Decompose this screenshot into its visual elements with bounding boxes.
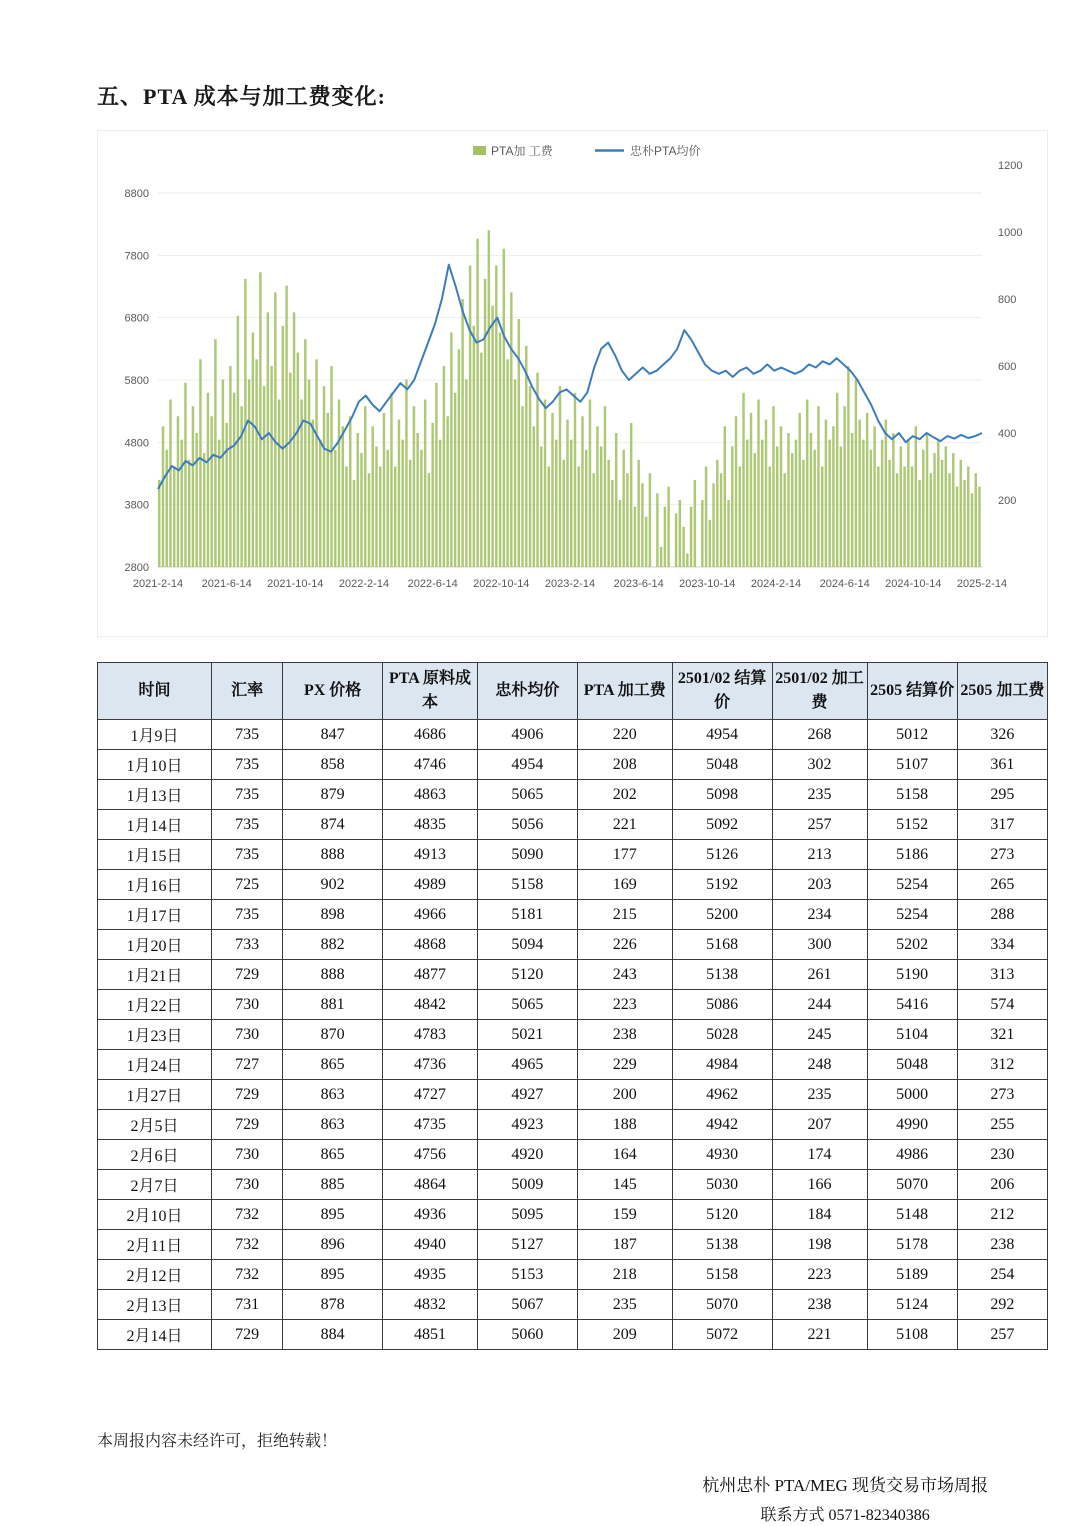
table-cell-date: 1月16日 (98, 870, 212, 900)
table-cell: 879 (283, 780, 383, 810)
table-cell: 735 (212, 900, 283, 930)
svg-text:1000: 1000 (998, 227, 1023, 239)
table-cell: 725 (212, 870, 283, 900)
table-row (98, 1200, 1048, 1230)
table-cell: 902 (283, 870, 383, 900)
svg-text:2800: 2800 (124, 562, 149, 574)
svg-text:2022-2-14: 2022-2-14 (338, 578, 390, 590)
table-cell: 326 (957, 720, 1047, 750)
table-cell: 5158 (672, 1260, 772, 1290)
table-cell: 4842 (383, 990, 478, 1020)
table-cell: 5060 (478, 1320, 578, 1350)
table-cell: 257 (772, 810, 867, 840)
right-axis-labels (998, 160, 1022, 507)
pta-chart (98, 131, 1047, 636)
table-cell: 254 (957, 1260, 1047, 1290)
table-cell: 238 (957, 1230, 1047, 1260)
table-cell: 255 (957, 1110, 1047, 1140)
table-cell-date: 1月27日 (98, 1080, 212, 1110)
table-cell: 5126 (672, 840, 772, 870)
report-signature (702, 1470, 988, 1526)
table-cell: 5181 (478, 900, 578, 930)
table-cell: 4942 (672, 1110, 772, 1140)
table-cell: 4920 (478, 1140, 578, 1170)
table-cell: 5000 (867, 1080, 957, 1110)
svg-text:6800: 6800 (124, 312, 149, 325)
table-cell-date: 1月23日 (98, 1020, 212, 1050)
table-row (98, 960, 1048, 990)
table-cell: 5416 (867, 990, 957, 1020)
table-cell: 878 (283, 1290, 383, 1320)
chart-legend (473, 143, 700, 158)
svg-text:3800: 3800 (124, 499, 149, 512)
table-cell: 5254 (867, 870, 957, 900)
table-cell: 870 (283, 1020, 383, 1050)
svg-text:4800: 4800 (124, 437, 149, 450)
table-cell: 5108 (867, 1320, 957, 1350)
svg-text:400: 400 (998, 428, 1017, 440)
table-cell: 4966 (383, 900, 478, 930)
table-cell: 5202 (867, 930, 957, 960)
page-title: 五、PTA 成本与加工费变化: (97, 84, 386, 109)
table-cell: 5107 (867, 750, 957, 780)
svg-text:2024-10-14: 2024-10-14 (885, 578, 942, 590)
table-cell: 732 (212, 1200, 283, 1230)
table-cell: 4868 (383, 930, 478, 960)
table-cell: 729 (212, 1320, 283, 1350)
table-cell: 898 (283, 900, 383, 930)
table-cell: 4877 (383, 960, 478, 990)
table-cell: 5065 (478, 780, 578, 810)
table-cell: 4727 (383, 1080, 478, 1110)
table-row (98, 1050, 1048, 1080)
table-cell: 5028 (672, 1020, 772, 1050)
svg-text:2024-6-14: 2024-6-14 (819, 578, 870, 590)
table-cell-date: 2月14日 (98, 1320, 212, 1350)
contact-info: 联系方式 0571-82340386 (760, 1507, 930, 1525)
table-cell: 730 (212, 1170, 283, 1200)
table-cell: 5067 (478, 1290, 578, 1320)
table-cell: 273 (957, 1080, 1047, 1110)
table-cell: 5072 (672, 1320, 772, 1350)
svg-text:1200: 1200 (998, 160, 1023, 172)
table-cell: 4686 (383, 720, 478, 750)
table-cell: 4986 (867, 1140, 957, 1170)
table-cell: 312 (957, 1050, 1047, 1080)
table-cell: 261 (772, 960, 867, 990)
table-cell: 874 (283, 810, 383, 840)
table-cell: 5178 (867, 1230, 957, 1260)
table-cell: 169 (577, 870, 672, 900)
table-cell: 5070 (672, 1290, 772, 1320)
table-cell: 4954 (478, 750, 578, 780)
table-cell: 896 (283, 1230, 383, 1260)
table-cell: 4746 (383, 750, 478, 780)
table-cell: 4851 (383, 1320, 478, 1350)
table-header-row (98, 663, 1048, 720)
report-name: 杭州忠朴 PTA/MEG 现货交易市场周报 (702, 1476, 988, 1495)
table-cell: 4954 (672, 720, 772, 750)
table-cell: 735 (212, 840, 283, 870)
table-cell: 4736 (383, 1050, 478, 1080)
svg-text:2023-2-14: 2023-2-14 (544, 578, 596, 590)
table-row (98, 1110, 1048, 1140)
svg-text:2022-6-14: 2022-6-14 (407, 578, 458, 590)
column-header: PTA 加工费 (577, 663, 672, 720)
table-cell: 865 (283, 1050, 383, 1080)
table-cell: 5030 (672, 1170, 772, 1200)
column-header: 时间 (98, 663, 212, 720)
table-cell: 735 (212, 720, 283, 750)
table-cell: 4923 (478, 1110, 578, 1140)
table-cell-date: 1月17日 (98, 900, 212, 930)
table-cell: 220 (577, 720, 672, 750)
svg-text:2023-6-14: 2023-6-14 (613, 578, 664, 590)
table-row (98, 1290, 1048, 1320)
svg-text:2021-6-14: 2021-6-14 (201, 578, 252, 590)
table-cell: 4936 (383, 1200, 478, 1230)
table-cell: 5158 (478, 870, 578, 900)
table-cell: 5065 (478, 990, 578, 1020)
table-cell: 729 (212, 1110, 283, 1140)
legend-bar-label: PTA加 工费 (491, 144, 553, 158)
svg-text:7800: 7800 (124, 250, 149, 263)
svg-text:2025-2-14: 2025-2-14 (956, 578, 1008, 590)
table-cell: 5148 (867, 1200, 957, 1230)
table-cell: 732 (212, 1260, 283, 1290)
table-cell: 729 (212, 1080, 283, 1110)
table-cell: 729 (212, 960, 283, 990)
table-cell: 735 (212, 750, 283, 780)
table-cell: 215 (577, 900, 672, 930)
table-cell: 5124 (867, 1290, 957, 1320)
table-cell: 221 (577, 810, 672, 840)
table-cell: 145 (577, 1170, 672, 1200)
table-body (98, 720, 1048, 1350)
table-cell-date: 1月24日 (98, 1050, 212, 1080)
table-row (98, 1230, 1048, 1260)
table-cell: 209 (577, 1320, 672, 1350)
table-cell: 5098 (672, 780, 772, 810)
table-cell: 174 (772, 1140, 867, 1170)
table-cell: 5127 (478, 1230, 578, 1260)
table-row (98, 990, 1048, 1020)
table-cell-date: 1月10日 (98, 750, 212, 780)
svg-text:5800: 5800 (124, 375, 149, 387)
table-cell: 238 (577, 1020, 672, 1050)
table-cell: 5254 (867, 900, 957, 930)
table-cell: 187 (577, 1230, 672, 1260)
table-cell-date: 1月9日 (98, 720, 212, 750)
table-cell: 5189 (867, 1260, 957, 1290)
table-row (98, 1320, 1048, 1350)
table-cell: 313 (957, 960, 1047, 990)
table-cell: 865 (283, 1140, 383, 1170)
table-cell-date: 1月21日 (98, 960, 212, 990)
svg-text:200: 200 (998, 495, 1017, 507)
table-cell: 884 (283, 1320, 383, 1350)
table-cell: 203 (772, 870, 867, 900)
table-cell: 245 (772, 1020, 867, 1050)
table-cell: 5190 (867, 960, 957, 990)
table-cell: 5104 (867, 1020, 957, 1050)
column-header: 2505 结算价 (867, 663, 957, 720)
column-header: 忠朴均价 (478, 663, 578, 720)
legend-bar-swatch (473, 146, 486, 155)
table-cell: 5056 (478, 810, 578, 840)
column-header: 2501/02 加工费 (772, 663, 867, 720)
table-cell: 321 (957, 1020, 1047, 1050)
table-cell: 221 (772, 1320, 867, 1350)
table-cell: 4940 (383, 1230, 478, 1260)
table-cell: 243 (577, 960, 672, 990)
table-cell: 5070 (867, 1170, 957, 1200)
table-cell: 4735 (383, 1110, 478, 1140)
table-cell-date: 1月14日 (98, 810, 212, 840)
table-cell: 4935 (383, 1260, 478, 1290)
table-cell: 268 (772, 720, 867, 750)
table-cell: 5094 (478, 930, 578, 960)
svg-text:600: 600 (998, 361, 1017, 373)
table-cell-date: 1月13日 (98, 780, 212, 810)
table-cell: 895 (283, 1260, 383, 1290)
table-cell: 730 (212, 1020, 283, 1050)
table-cell: 735 (212, 780, 283, 810)
table-cell: 5168 (672, 930, 772, 960)
table-row (98, 780, 1048, 810)
table-cell: 288 (957, 900, 1047, 930)
table-cell: 5138 (672, 960, 772, 990)
table-row (98, 1260, 1048, 1290)
table-cell: 4989 (383, 870, 478, 900)
table-cell: 361 (957, 750, 1047, 780)
table-cell: 4864 (383, 1170, 478, 1200)
table-cell: 4863 (383, 780, 478, 810)
table-cell: 5138 (672, 1230, 772, 1260)
table-cell-date: 2月10日 (98, 1200, 212, 1230)
svg-text:2024-2-14: 2024-2-14 (750, 578, 802, 590)
table-cell: 235 (577, 1290, 672, 1320)
table-cell: 234 (772, 900, 867, 930)
table-cell: 732 (212, 1230, 283, 1260)
table-cell: 230 (957, 1140, 1047, 1170)
table-cell: 730 (212, 990, 283, 1020)
svg-text:2021-2-14: 2021-2-14 (132, 578, 184, 590)
table-cell: 5090 (478, 840, 578, 870)
table-cell: 198 (772, 1230, 867, 1260)
table-cell: 5192 (672, 870, 772, 900)
table-cell: 895 (283, 1200, 383, 1230)
table-cell: 5086 (672, 990, 772, 1020)
table-row (98, 1140, 1048, 1170)
table-cell: 184 (772, 1200, 867, 1230)
table-row (98, 900, 1048, 930)
table-cell: 177 (577, 840, 672, 870)
table-cell: 5048 (672, 750, 772, 780)
table-row (98, 840, 1048, 870)
table-cell: 863 (283, 1080, 383, 1110)
table-cell: 5152 (867, 810, 957, 840)
svg-text:2023-10-14: 2023-10-14 (679, 578, 736, 590)
table-cell: 226 (577, 930, 672, 960)
table-cell: 5200 (672, 900, 772, 930)
column-header: PTA 原料成本 (383, 663, 478, 720)
table-cell: 218 (577, 1260, 672, 1290)
table-cell: 4930 (672, 1140, 772, 1170)
table-cell: 5120 (672, 1200, 772, 1230)
table-cell: 5153 (478, 1260, 578, 1290)
pta-data-table (97, 662, 1048, 1350)
table-cell: 735 (212, 810, 283, 840)
table-cell: 4913 (383, 840, 478, 870)
table-row (98, 1080, 1048, 1110)
table-cell: 5186 (867, 840, 957, 870)
table-cell: 4832 (383, 1290, 478, 1320)
table-cell: 334 (957, 930, 1047, 960)
table-cell: 888 (283, 840, 383, 870)
table-cell: 730 (212, 1140, 283, 1170)
table-cell: 4984 (672, 1050, 772, 1080)
table-cell: 5048 (867, 1050, 957, 1080)
table-cell: 317 (957, 810, 1047, 840)
table-cell: 300 (772, 930, 867, 960)
table-row (98, 1170, 1048, 1200)
table-cell-date: 2月12日 (98, 1260, 212, 1290)
svg-text:2021-10-14: 2021-10-14 (267, 578, 324, 590)
table-cell: 4965 (478, 1050, 578, 1080)
table-row (98, 870, 1048, 900)
table-cell: 5021 (478, 1020, 578, 1050)
table-cell: 295 (957, 780, 1047, 810)
table-cell: 206 (957, 1170, 1047, 1200)
table-cell: 302 (772, 750, 867, 780)
pta-chart-card (97, 130, 1048, 637)
table-row (98, 720, 1048, 750)
bar-series-pta-processing-fee (158, 230, 981, 567)
table-cell: 733 (212, 930, 283, 960)
table-cell: 863 (283, 1110, 383, 1140)
left-axis-labels (125, 188, 149, 574)
table-cell: 4962 (672, 1080, 772, 1110)
x-axis-labels (133, 578, 1007, 590)
table-cell: 5009 (478, 1170, 578, 1200)
table-cell: 4756 (383, 1140, 478, 1170)
column-header: 2501/02 结算价 (672, 663, 772, 720)
table-cell: 731 (212, 1290, 283, 1320)
legend-line-label: 忠朴PTA均价 (630, 144, 701, 158)
table-cell: 257 (957, 1320, 1047, 1350)
table-cell: 244 (772, 990, 867, 1020)
table-cell: 292 (957, 1290, 1047, 1320)
table-cell-date: 2月7日 (98, 1170, 212, 1200)
table-cell: 213 (772, 840, 867, 870)
table-cell: 5095 (478, 1200, 578, 1230)
table-row (98, 930, 1048, 960)
table-cell: 223 (577, 990, 672, 1020)
table-cell: 881 (283, 990, 383, 1020)
table-cell-date: 1月22日 (98, 990, 212, 1020)
table-cell: 202 (577, 780, 672, 810)
table-cell: 847 (283, 720, 383, 750)
table-cell: 223 (772, 1260, 867, 1290)
table-cell: 265 (957, 870, 1047, 900)
table-cell: 574 (957, 990, 1047, 1020)
table-cell: 885 (283, 1170, 383, 1200)
table-cell: 858 (283, 750, 383, 780)
table-cell: 4927 (478, 1080, 578, 1110)
table-cell: 212 (957, 1200, 1047, 1230)
table-cell: 188 (577, 1110, 672, 1140)
table-cell: 5092 (672, 810, 772, 840)
table-cell-date: 1月15日 (98, 840, 212, 870)
table-row (98, 810, 1048, 840)
column-header: 汇率 (212, 663, 283, 720)
copyright-notice: 本周报内容未经许可，拒绝转载！ (97, 1433, 338, 1450)
table-cell: 238 (772, 1290, 867, 1320)
table-cell-date: 2月6日 (98, 1140, 212, 1170)
svg-text:2022-10-14: 2022-10-14 (473, 578, 530, 590)
table-cell: 208 (577, 750, 672, 780)
table-cell: 235 (772, 1080, 867, 1110)
table-cell: 4783 (383, 1020, 478, 1050)
table-cell: 5158 (867, 780, 957, 810)
table-cell: 235 (772, 780, 867, 810)
table-cell-date: 1月20日 (98, 930, 212, 960)
table-row (98, 1020, 1048, 1050)
table-cell: 164 (577, 1140, 672, 1170)
table-cell: 727 (212, 1050, 283, 1080)
table-cell: 159 (577, 1200, 672, 1230)
table-cell: 882 (283, 930, 383, 960)
table-cell-date: 2月11日 (98, 1230, 212, 1260)
table-cell-date: 2月13日 (98, 1290, 212, 1320)
table-cell: 5120 (478, 960, 578, 990)
table-cell: 888 (283, 960, 383, 990)
table-cell: 248 (772, 1050, 867, 1080)
svg-text:800: 800 (998, 294, 1017, 306)
column-header: PX 价格 (283, 663, 383, 720)
table-cell-date: 2月5日 (98, 1110, 212, 1140)
table-cell: 5012 (867, 720, 957, 750)
column-header: 2505 加工费 (957, 663, 1047, 720)
table-cell: 4906 (478, 720, 578, 750)
svg-text:8800: 8800 (124, 188, 149, 200)
table-cell: 200 (577, 1080, 672, 1110)
table-cell: 229 (577, 1050, 672, 1080)
table-cell: 4835 (383, 810, 478, 840)
table-cell: 4990 (867, 1110, 957, 1140)
table-row (98, 750, 1048, 780)
table-cell: 166 (772, 1170, 867, 1200)
table-cell: 273 (957, 840, 1047, 870)
table-cell: 207 (772, 1110, 867, 1140)
